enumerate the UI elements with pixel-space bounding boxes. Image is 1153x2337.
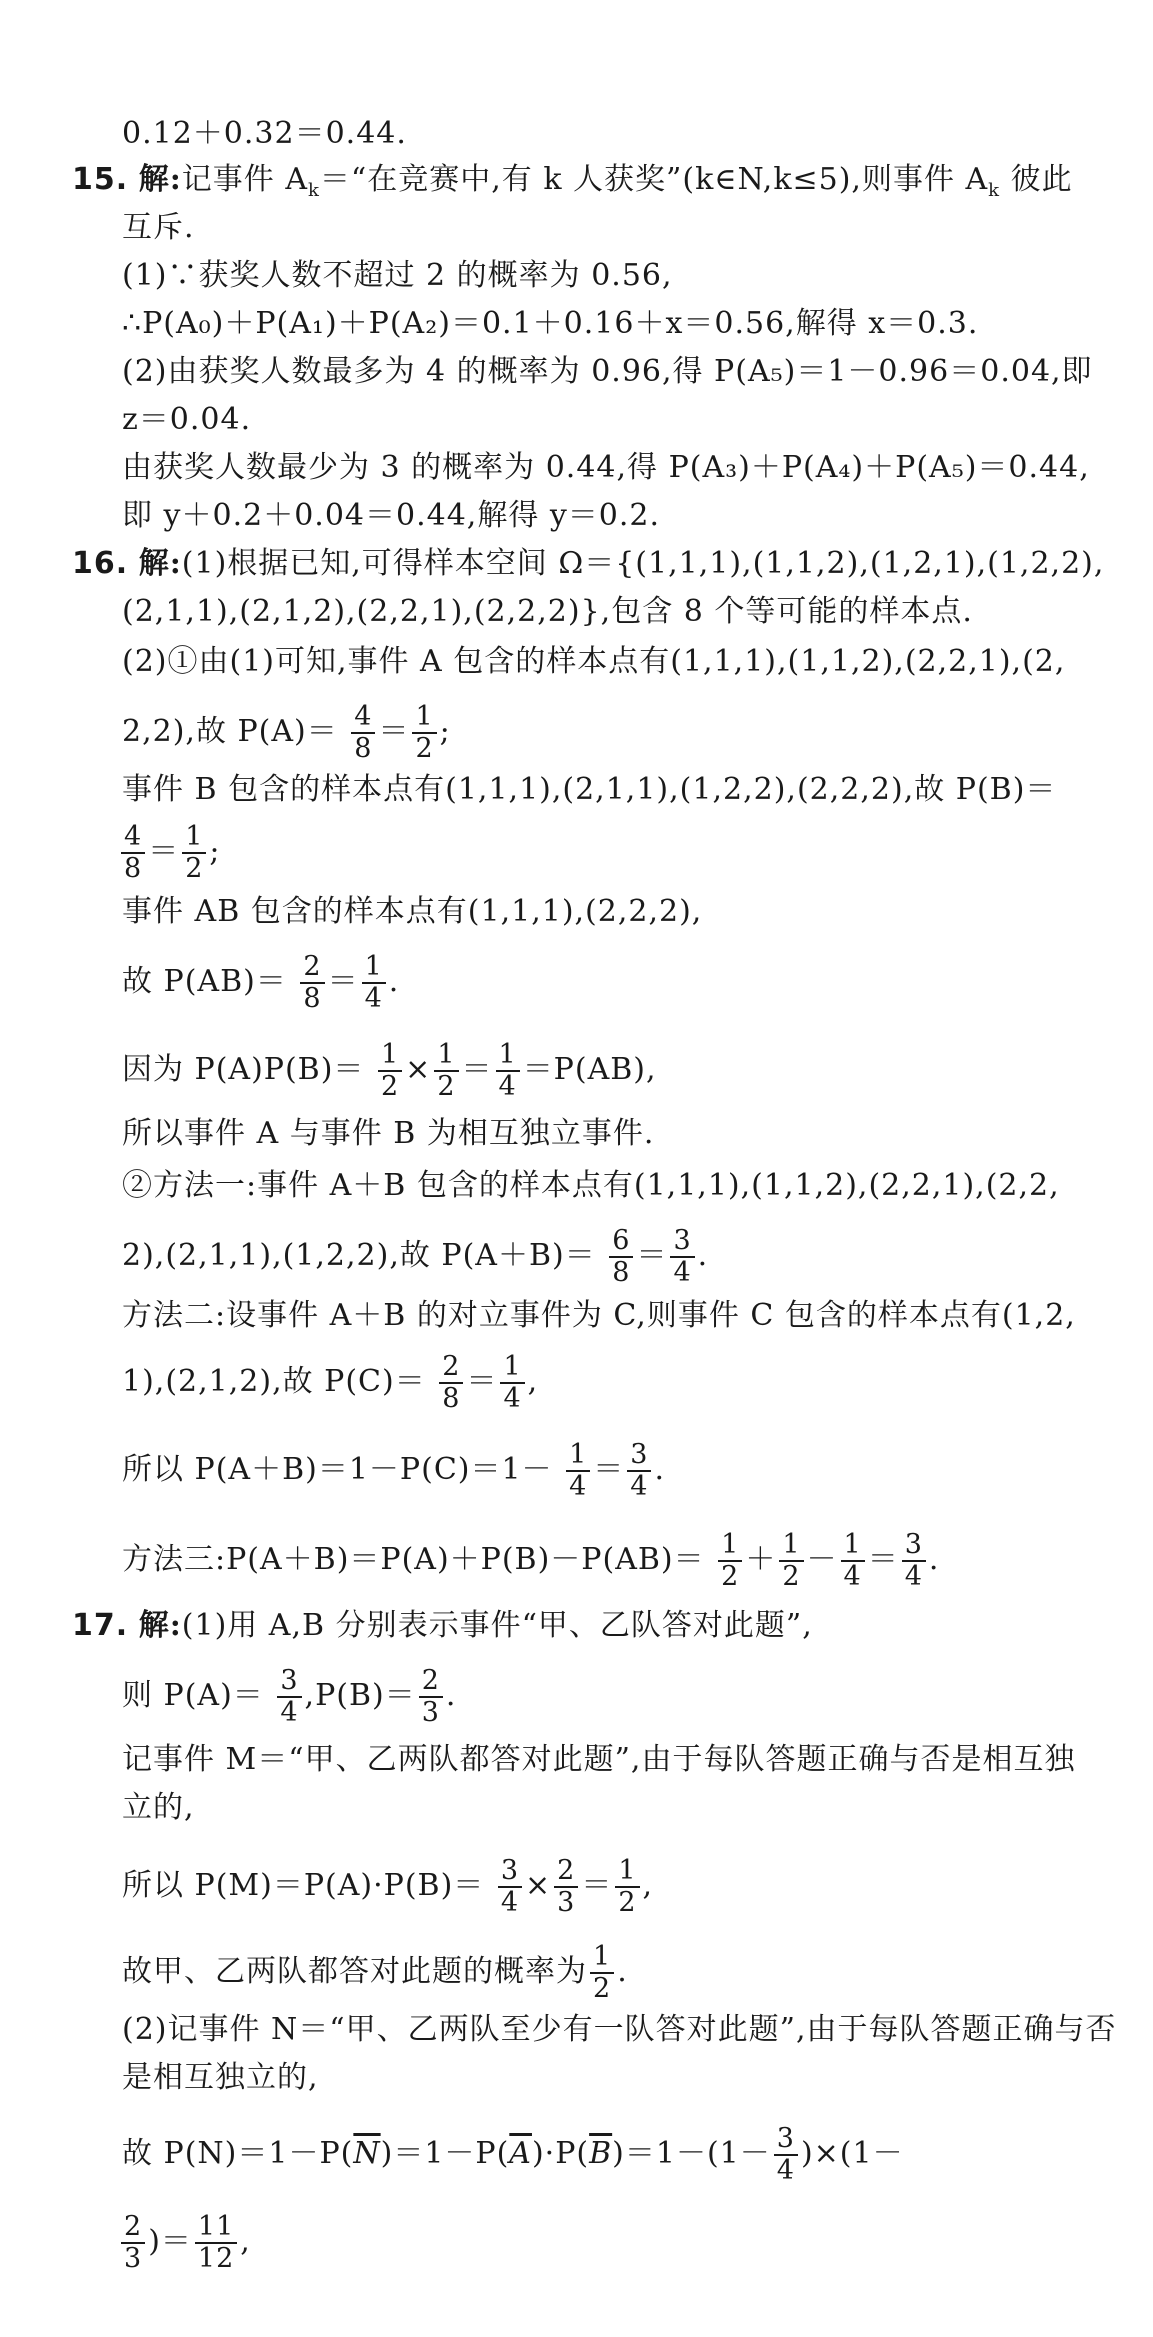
fraction: $\frac{3}{4}$	[670, 1226, 694, 1288]
fraction: $\frac{1}{2}$	[182, 822, 206, 884]
fraction: $\frac{1}{4}$	[500, 1352, 524, 1414]
fraction: $\frac{1}{2}$	[378, 1040, 402, 1102]
fraction: $\frac{1}{2}$	[718, 1530, 742, 1592]
text-line: 互斥.	[122, 210, 195, 245]
fraction: $\frac{2}{3}$	[419, 1666, 443, 1728]
question-number: 15.	[72, 162, 129, 197]
fraction: $\frac{2}{3}$	[554, 1856, 578, 1918]
text-line: 所以 P(M)＝P(A)·P(B)＝ $\frac{3}{4}$ × $\frac{2}{3}$ ＝ $\frac{1}{2}$ ,	[122, 1855, 654, 1918]
question-17-header: 17. 解:(1)用 A,B 分别表示事件“甲、乙队答对此题”,	[72, 1608, 813, 1643]
text-line: 由获奖人数最少为 3 的概率为 0.44,得 P(A₃)＋P(A₄)＋P(A₅)＝0.44,	[122, 450, 1090, 485]
question-number: 16.	[72, 546, 129, 581]
fraction: $\frac{3}{4}$	[627, 1440, 651, 1502]
text-line: 事件 AB 包含的样本点有(1,1,1),(2,2,2),	[122, 894, 703, 929]
text-line: $\frac{2}{3}$ )＝ $\frac{11}{12}$ ,	[118, 2212, 251, 2274]
fraction: $\frac{1}{4}$	[841, 1530, 865, 1592]
text-line: 立的,	[122, 1790, 195, 1825]
fraction: $\frac{3}{4}$	[277, 1666, 301, 1728]
fraction: $\frac{1}{2}$	[615, 1856, 639, 1918]
fraction: $\frac{2}{8}$	[300, 952, 324, 1014]
text-line: (2)由获奖人数最多为 4 的概率为 0.96,得 P(A₅)＝1－0.96＝0.04,即	[122, 354, 1093, 389]
fraction: $\frac{1}{2}$	[590, 1942, 614, 2004]
question-15-header: 15. 解:记事件 $A_k=“$在竞赛中,有 k 人获奖”(k∈N,k≤5),则事件 $A_k$ 彼此	[72, 162, 1073, 201]
fraction: $\frac{6}{8}$	[609, 1226, 633, 1288]
text-line: ②方法一:事件 A＋B 包含的样本点有(1,1,1),(1,1,2),(2,2,1),(2,2,	[122, 1168, 1060, 1203]
text-line: (2)记事件 N＝“甲、乙两队至少有一队答对此题”,由于每队答题正确与否	[122, 2012, 1117, 2047]
solution-label: 解:	[138, 1608, 182, 1643]
fraction: $\frac{3}{4}$	[774, 2124, 798, 2186]
text-line: $\frac{4}{8}$ ＝ $\frac{1}{2}$ ;	[118, 822, 220, 884]
text-line: (2)①由(1)可知,事件 A 包含的样本点有(1,1,1),(1,1,2),(2,2,1),(2,	[122, 644, 1066, 679]
text-line: 因为 P(A)P(B)＝ $\frac{1}{2}$ × $\frac{1}{2}$ ＝ $\frac{1}{4}$ ＝P(AB),	[122, 1039, 657, 1102]
fraction: $\frac{1}{4}$	[496, 1040, 520, 1102]
text-line: z＝0.04.	[122, 402, 252, 437]
fraction: $\frac{1}{2}$	[779, 1530, 803, 1592]
solution-label: 解:	[138, 162, 182, 197]
fraction: $\frac{1}{4}$	[362, 952, 386, 1014]
text-line: 是相互独立的,	[122, 2060, 319, 2095]
text-line: 故 $P(N)=1-P(\overline{N})=1-P(\overline{A})\cdot P(\overline{B})=1-(1-$ $\frac{3}{4}$ )×(1－	[122, 2123, 904, 2186]
text-line: 方法三:P(A＋B)＝P(A)＋P(B)－P(AB)＝ $\frac{1}{2}$ ＋ $\frac{1}{2}$ － $\frac{1}{4}$ ＝ $\frac{3}{4}$ .	[122, 1529, 940, 1592]
text-line: 即 y＋0.2＋0.04＝0.44,解得 y＝0.2.	[122, 498, 661, 533]
text-line: 方法二:设事件 A＋B 的对立事件为 C,则事件 C 包含的样本点有(1,2,	[122, 1298, 1076, 1333]
fraction: $\frac{4}{8}$	[121, 822, 145, 884]
solution-label: 解:	[138, 546, 182, 581]
text-line: 记事件 M＝“甲、乙两队都答对此题”,由于每队答题正确与否是相互独	[122, 1742, 1076, 1777]
question-number: 17.	[72, 1608, 129, 1643]
text-line: 2),(2,1,1),(1,2,2),故 P(A＋B)＝ $\frac{6}{8}$ ＝ $\frac{3}{4}$ .	[122, 1225, 709, 1288]
fraction: $\frac{3}{4}$	[902, 1530, 926, 1592]
fraction: $\frac{1}{2}$	[434, 1040, 458, 1102]
text-line: ∴P(A₀)＋P(A₁)＋P(A₂)＝0.1＋0.16＋x＝0.56,解得 x＝0.3.	[122, 306, 979, 341]
text-line: 则 P(A)＝ $\frac{3}{4}$ ,P(B)＝ $\frac{2}{3}$ .	[122, 1665, 457, 1728]
text-line: 故甲、乙两队都答对此题的概率为 $\frac{1}{2}$ .	[122, 1941, 628, 2004]
fraction: $\frac{3}{4}$	[498, 1856, 522, 1918]
fraction: $\frac{11}{12}$	[195, 2212, 237, 2274]
fraction: $\frac{4}{8}$	[351, 702, 375, 764]
fraction: $\frac{1}{2}$	[412, 702, 436, 764]
fraction: $\frac{1}{4}$	[566, 1440, 590, 1502]
text-line: (1)∵获奖人数不超过 2 的概率为 0.56,	[122, 258, 673, 293]
text-line: 1),(2,1,2),故 P(C)＝ $\frac{2}{8}$ ＝ $\frac{1}{4}$ ,	[122, 1351, 539, 1414]
fraction: $\frac{2}{3}$	[121, 2212, 145, 2274]
text-line: 2,2),故 P(A)＝ $\frac{4}{8}$ ＝ $\frac{1}{2}$ ;	[122, 701, 451, 764]
text-line: (2,1,1),(2,1,2),(2,2,1),(2,2,2)},包含 8 个等可能的样本点.	[122, 594, 973, 629]
text-line: 所以 P(A＋B)＝1－P(C)＝1－ $\frac{1}{4}$ ＝ $\frac{3}{4}$ .	[122, 1439, 666, 1502]
text-line: 事件 B 包含的样本点有(1,1,1),(2,1,1),(1,2,2),(2,2,2),故 P(B)＝	[122, 772, 1057, 807]
text-line: 0.12＋0.32＝0.44.	[122, 116, 407, 151]
question-16-header: 16. 解:(1)根据已知,可得样本空间 Ω＝{(1,1,1),(1,1,2),(1,2,1),(1,2,2),	[72, 546, 1105, 581]
text-line: 故 P(AB)＝ $\frac{2}{8}$ ＝ $\frac{1}{4}$ .	[122, 951, 400, 1014]
text-line: 所以事件 A 与事件 B 为相互独立事件.	[122, 1116, 655, 1151]
fraction: $\frac{2}{8}$	[439, 1352, 463, 1414]
